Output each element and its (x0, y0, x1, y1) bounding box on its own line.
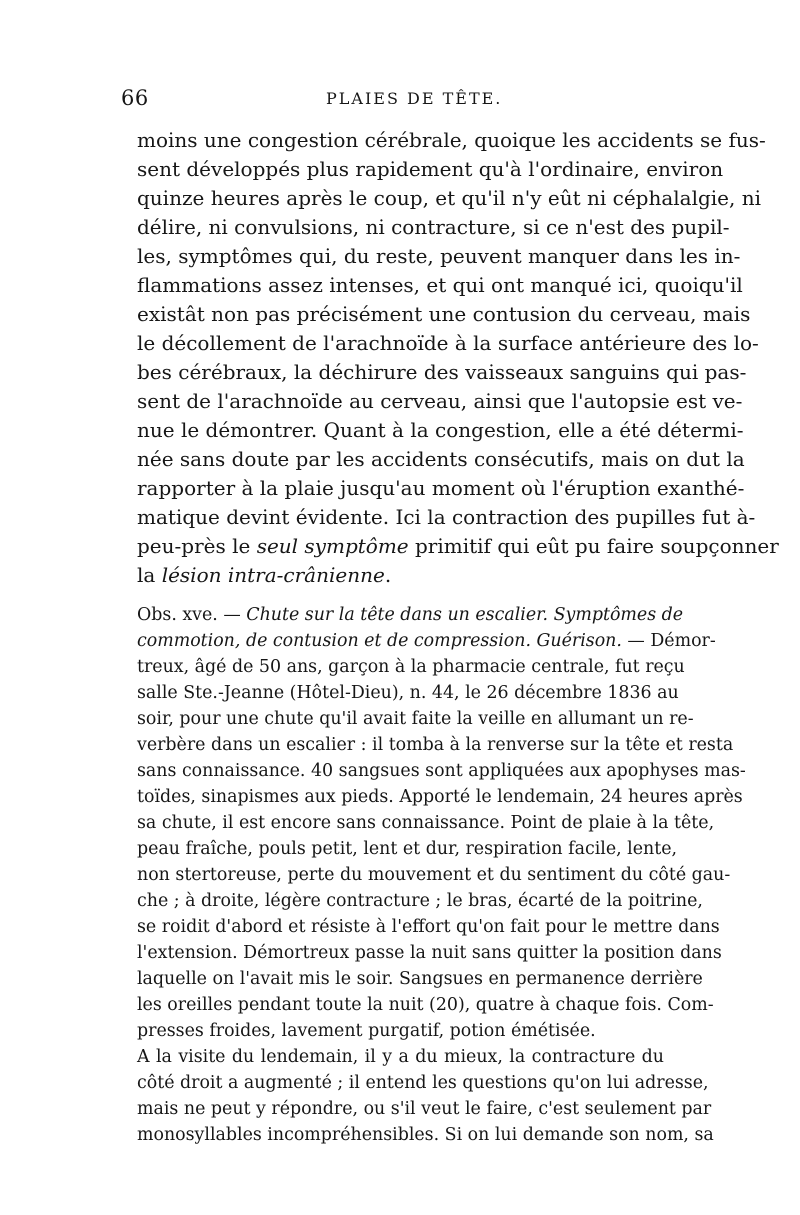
text-line: sa chute, il est encore sans connaissance. Point de plaie à la tête, (137, 813, 715, 833)
text-line: laquelle on l'avait mis le soir. Sangsues en permanence derrière (137, 969, 703, 989)
running-title: PLAIES DE TÊTE. (326, 89, 503, 108)
text-line: sent développés plus rapidement qu'à l'ordinaire, environ (137, 157, 724, 181)
text-line: nue le démontrer. Quant à la congestion, elle a été détermi- (137, 418, 744, 442)
text-line: née sans doute par les accidents consécutifs, mais on dut la (137, 447, 745, 471)
text-line: les oreilles pendant toute la nuit (20), quatre à chaque fois. Com- (137, 995, 714, 1015)
text-line: soir, pour une chute qu'il avait faite la veille en allumant un re- (137, 709, 694, 729)
text-line: matique devint évidente. Ici la contraction des pupilles fut à- (137, 505, 756, 529)
text-line: côté droit a augmenté ; il entend les questions qu'on lui adresse, (137, 1073, 709, 1093)
text-line: quinze heures après le coup, et qu'il n'y eût ni céphalalgie, ni (137, 186, 762, 210)
text-line: verbère dans un escalier : il tomba à la renverse sur la tête et resta (137, 735, 734, 755)
text-line: les, symptômes qui, du reste, peuvent manquer dans les in- (137, 244, 741, 268)
text-line: rapporter à la plaie jusqu'au moment où l'éruption exanthé- (137, 476, 745, 500)
text-line: che ; à droite, légère contracture ; le bras, écarté de la poitrine, (137, 891, 703, 911)
text-line: mais ne peut y répondre, ou s'il veut le faire, c'est seulement par (137, 1099, 712, 1119)
text-line: se roidit d'abord et résiste à l'effort qu'on fait pour le mettre dans (137, 917, 720, 937)
text-line: bes cérébraux, la déchirure des vaisseaux sanguins qui pas- (137, 360, 747, 384)
text-line: le décollement de l'arachnoïde à la surface antérieure des lo- (137, 331, 759, 355)
text-line: l'extension. Démortreux passe la nuit sans quitter la position dans (137, 943, 722, 963)
page-header (0, 86, 800, 120)
text-line: commotion, de contusion et de compression. Guérison. — Démor- (137, 631, 716, 651)
text-line: sent de l'arachnoïde au cerveau, ainsi que l'autopsie est ve- (137, 389, 743, 413)
text-line: peau fraîche, pouls petit, lent et dur, respiration facile, lente, (137, 839, 678, 859)
text-line: flammations assez intenses, et qui ont manqué ici, quoiqu'il (137, 273, 743, 297)
text-line: treux, âgé de 50 ans, garçon à la pharmacie centrale, fut reçu (137, 657, 685, 677)
text-line: presses froides, lavement purgatif, potion émétisée. (137, 1021, 596, 1041)
text-line: salle Ste.-Jeanne (Hôtel-Dieu), n. 44, le 26 décembre 1836 au (137, 683, 679, 703)
text-line: Obs. xve. — Chute sur la tête dans un escalier. Symptômes de (137, 605, 684, 625)
text-line: sans connaissance. 40 sangsues sont appliquées aux apophyses mas- (137, 761, 746, 781)
text-line: peu-près le seul symptôme primitif qui eût pu faire soupçonner (137, 534, 779, 558)
text-line: existât non pas précisément une contusion du cerveau, mais (137, 302, 751, 326)
text-line: toïdes, sinapismes aux pieds. Apporté le lendemain, 24 heures après (137, 787, 743, 807)
text-line: non stertoreuse, perte du mouvement et du sentiment du côté gau- (137, 865, 731, 885)
page-number: 66 (121, 86, 149, 110)
text-line: monosyllables incompréhensibles. Si on lui demande son nom, sa (137, 1125, 714, 1145)
text-line: moins une congestion cérébrale, quoique les accidents se fus- (137, 128, 766, 152)
text-line: délire, ni convulsions, ni contracture, si ce n'est des pupil- (137, 215, 730, 239)
text-line: A la visite du lendemain, il y a du mieux, la contracture du (137, 1047, 664, 1067)
text-line: la lésion intra-crânienne. (137, 563, 392, 587)
